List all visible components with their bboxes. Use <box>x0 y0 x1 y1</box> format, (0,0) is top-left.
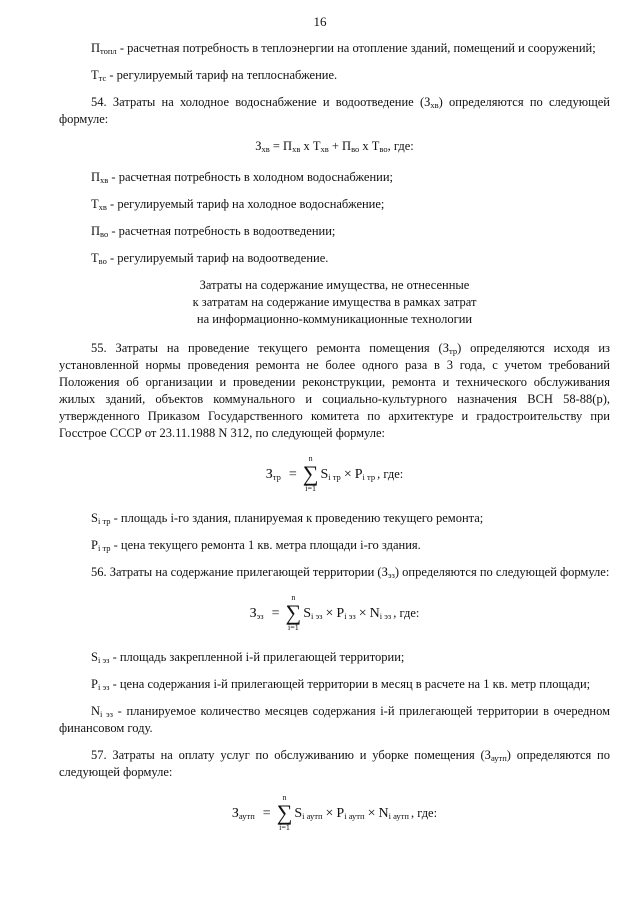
formula-lhs <box>232 805 255 822</box>
formula-subscript: i эз <box>344 610 356 621</box>
definition-text: - планируемое количество месяцев содержания i-й прилегающей территории в очередном финансовом году. <box>59 704 610 735</box>
formula-symbol: P <box>354 466 363 482</box>
equals-sign: = <box>288 466 297 482</box>
equals-sign: = <box>262 805 271 821</box>
definition-s-tr <box>59 510 610 527</box>
formula-subscript: i эз <box>379 610 392 621</box>
section-54-intro <box>59 94 610 128</box>
formula-term <box>370 605 392 622</box>
symbol-subscript: хв <box>98 202 107 212</box>
formula-lhs <box>250 605 264 622</box>
formula-subscript: аутп <box>238 810 255 821</box>
symbol-subscript: хв <box>100 175 109 185</box>
formula-symbol: P <box>336 805 345 821</box>
formula-symbol: N <box>369 605 380 621</box>
formula-symbol: S <box>294 805 303 821</box>
intro-text: 55. Затраты на проведение текущего ремонта помещения (З <box>91 341 449 355</box>
symbol-subscript: i эз <box>97 682 110 692</box>
definition-text: - регулируемый тариф на холодное водоснабжение; <box>106 197 385 211</box>
formula-55 <box>59 452 610 496</box>
symbol-subscript: во <box>100 229 109 239</box>
definition-n-ez <box>59 703 610 737</box>
sigma-symbol: ∑ <box>276 800 293 825</box>
formula-symbol: S <box>303 605 312 621</box>
intro-text: ) определяются по следующей формуле: <box>59 748 610 779</box>
intro-text: ) определяются исходя из установленной нормы проведения ремонта не более одного раза в 3 года, с учетом требований Положения об организации и проведении реконструкции, ремонта и технического обслуживания жилых зданий, объектов коммунального и социально-культурного назначения ВСН 58-88(р), утвержденного Приказом Государственного комитета по архитектуре и градостроительству при Госстрое СССР от 23.11.1988 N 312, по следующей формуле: <box>59 341 610 440</box>
formula-subscript: i тр <box>328 471 341 482</box>
formula-56 <box>59 591 610 635</box>
sum-upper-limit: n <box>282 793 287 802</box>
formula-tail: , где: <box>377 466 404 481</box>
sum-lower-limit: i=1 <box>305 484 316 493</box>
formula-symbol: S <box>320 466 329 482</box>
intro-text: ) определяются по следующей формуле: <box>59 95 610 126</box>
definition-text: - расчетная потребность в теплоэнергии на отопление зданий, помещений и сооружений; <box>116 41 596 55</box>
definition-text: - регулируемый тариф на теплоснабжение. <box>106 68 338 82</box>
formula-subscript: i аутп <box>388 810 409 821</box>
symbol: S <box>91 650 98 664</box>
formula-subscript: i эз <box>311 610 323 621</box>
sum-upper-limit: n <box>291 593 296 602</box>
formula-part: З <box>255 139 262 153</box>
formula-symbol: З <box>231 805 239 821</box>
formula-subscript: i аутп <box>344 810 365 821</box>
formula-term <box>378 805 408 822</box>
heading-line: на информационно-коммуникационные технологии <box>196 312 473 326</box>
intro-subscript: эз <box>387 570 395 580</box>
symbol: S <box>91 511 98 525</box>
intro-subscript: тр <box>449 346 458 356</box>
symbol-subscript: i эз <box>97 655 110 665</box>
equals-sign: = <box>271 605 280 621</box>
formula-subscript: во <box>351 144 360 154</box>
formula-symbol: З <box>265 466 273 482</box>
formula-subscript: i тр <box>362 471 376 482</box>
intro-subscript: хв <box>430 100 439 110</box>
formula-subscript: хв <box>320 144 329 154</box>
times-sign: × <box>325 605 334 621</box>
definition-text: - регулируемый тариф на водоотведение. <box>106 251 329 265</box>
sum-upper-limit: n <box>308 454 313 463</box>
symbol: П <box>91 224 101 238</box>
sum-operator <box>303 455 319 493</box>
section-57-intro <box>59 747 610 781</box>
formula-term <box>320 466 340 483</box>
times-sign: × <box>343 466 352 482</box>
formula-54 <box>59 138 610 155</box>
section-heading <box>59 277 610 328</box>
formula-term <box>294 805 322 822</box>
heading-line: Затраты на содержание имущества, не отнесенные <box>199 278 470 292</box>
symbol: P <box>91 538 98 552</box>
definition-s-ez <box>59 649 610 666</box>
formula-symbol: P <box>336 605 345 621</box>
symbol: P <box>91 677 98 691</box>
definition-p-vo <box>59 223 610 240</box>
sigma-symbol: ∑ <box>302 461 319 486</box>
sum-operator <box>286 594 302 632</box>
formula-subscript: во <box>379 144 388 154</box>
formula-57 <box>59 791 610 835</box>
sum-lower-limit: i=1 <box>279 823 290 832</box>
intro-text: 54. Затраты на холодное водоснабжение и водоотведение (З <box>91 95 431 109</box>
formula-subscript: эз <box>256 610 264 621</box>
sum-operator <box>277 794 293 832</box>
symbol-subscript: топл <box>100 46 117 56</box>
definition-text: - расчетная потребность в холодном водоснабжении; <box>108 170 393 184</box>
symbol: П <box>91 170 101 184</box>
formula-term <box>303 605 322 622</box>
formula-part: + П <box>328 139 352 153</box>
definition-p-xv <box>59 169 610 186</box>
definition-p-ez <box>59 676 610 693</box>
symbol-subscript: i эз <box>100 709 114 719</box>
formula-part: , где: <box>387 139 414 153</box>
symbol: П <box>91 41 101 55</box>
formula-part: х Т <box>359 139 380 153</box>
sigma-symbol: ∑ <box>285 600 302 625</box>
symbol: N <box>91 704 101 718</box>
intro-text: 57. Затраты на оплату услуг по обслуживанию и уборке помещения (З <box>91 748 491 762</box>
formula-term <box>336 605 355 622</box>
times-sign: × <box>367 805 376 821</box>
formula-symbol: З <box>249 605 257 621</box>
formula-term <box>355 466 375 483</box>
definition-t-vo <box>59 250 610 267</box>
formula-tail: , где: <box>393 605 420 620</box>
definition-text: - расчетная потребность в водоотведении; <box>108 224 336 238</box>
formula-term <box>336 805 364 822</box>
definition-p-topl <box>59 40 610 57</box>
symbol: Т <box>91 68 99 82</box>
formula-part: = П <box>269 139 293 153</box>
definition-text: - цена содержания i-й прилегающей территории в месяц в расчете на 1 кв. метр площади; <box>109 677 591 691</box>
definition-t-xv <box>59 196 610 213</box>
definition-t-ts <box>59 67 610 84</box>
symbol-subscript: i тр <box>97 516 111 526</box>
definition-text: - площадь i-го здания, планируемая к проведению текущего ремонта; <box>110 511 484 525</box>
definition-text: - площадь закрепленной i-й прилегающей территории; <box>109 650 405 664</box>
symbol-subscript: i тр <box>97 543 111 553</box>
times-sign: × <box>358 605 367 621</box>
symbol-subscript: тс <box>98 73 107 83</box>
page-number: 16 <box>313 14 327 29</box>
sum-lower-limit: i=1 <box>288 623 299 632</box>
section-55-intro <box>59 340 610 442</box>
intro-text: ) определяются по следующей формуле: <box>394 565 610 579</box>
formula-symbol: N <box>378 805 389 821</box>
formula-subscript: хв <box>292 144 301 154</box>
document-body <box>59 40 610 849</box>
symbol: Т <box>91 197 99 211</box>
formula-subscript: хв <box>261 144 270 154</box>
formula-lhs <box>266 466 281 483</box>
intro-text: 56. Затраты на содержание прилегающей территории (З <box>91 565 388 579</box>
definition-p-tr <box>59 537 610 554</box>
heading-line: к затратам на содержание имущества в рамках затрат <box>192 295 477 309</box>
formula-subscript: тр <box>272 471 281 482</box>
formula-part: х Т <box>300 139 321 153</box>
intro-subscript: аутп <box>490 753 507 763</box>
section-56-intro <box>59 564 610 581</box>
formula-tail: , где: <box>410 805 438 820</box>
definition-text: - цена текущего ремонта 1 кв. метра площади i-го здания. <box>110 538 421 552</box>
symbol: Т <box>91 251 99 265</box>
times-sign: × <box>325 805 334 821</box>
formula-subscript: i аутп <box>302 810 323 821</box>
symbol-subscript: во <box>98 256 107 266</box>
